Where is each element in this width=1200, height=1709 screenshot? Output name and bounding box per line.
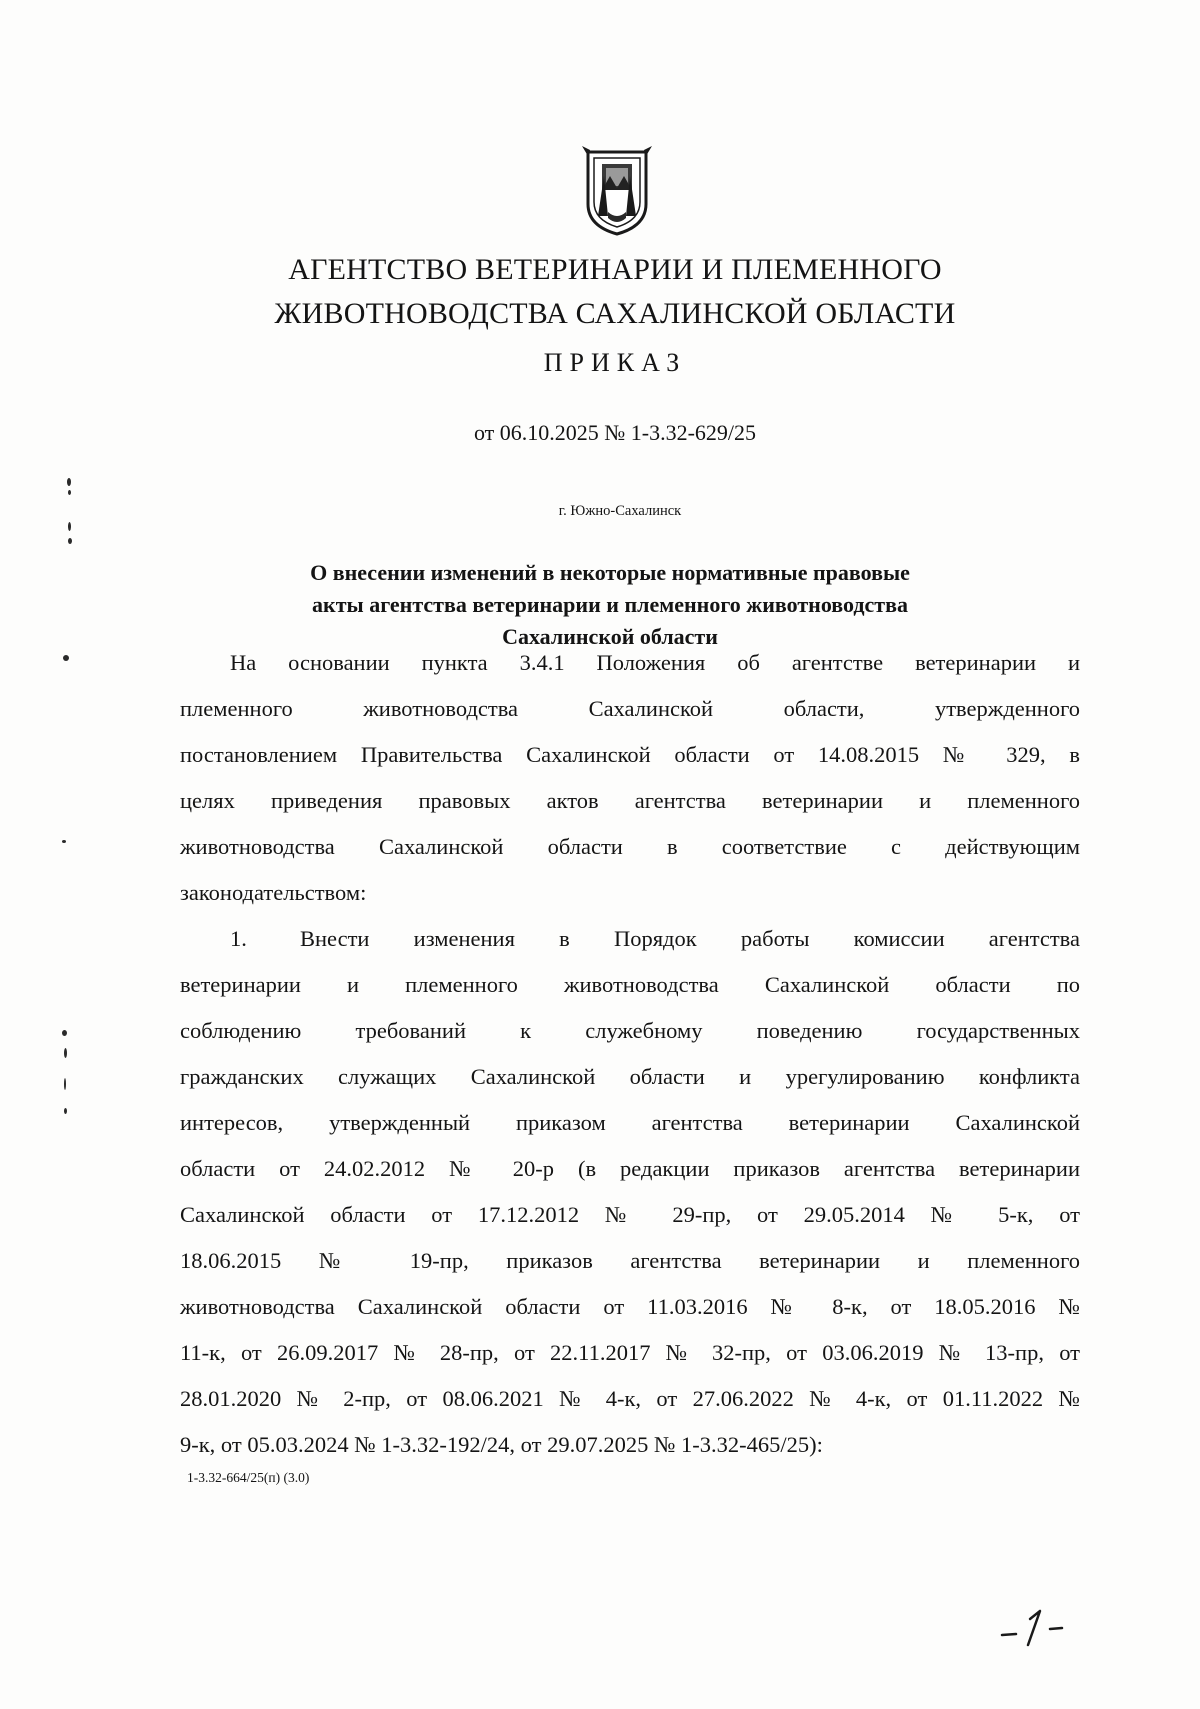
order-subject (200, 557, 1020, 653)
order-date-number: от 06.10.2025 № 1-3.32-629/25 (473, 420, 757, 445)
item-line: 18.06.2015 № 19-пр, приказов агентства ветеринарии и племенного (180, 1248, 1080, 1273)
issue-city: г. Южно-Сахалинск (558, 503, 682, 519)
item-line: гражданских служащих Сахалинской области и урегулированию конфликта (180, 1064, 1080, 1089)
preamble-line: целях приведения правовых актов агентства ветеринарии и племенного (180, 788, 1080, 813)
subject-line: О внесении изменений в некоторые нормативные правовые (310, 560, 910, 585)
item-line: области от 24.02.2012 № 20-р (в редакции приказов агентства ветеринарии (180, 1156, 1080, 1181)
scan-speck (68, 522, 71, 531)
item-line: 9-к, от 05.03.2024 № 1-3.32-192/24, от 29.07.2025 № 1-3.32-465/25): (180, 1432, 823, 1457)
subject-line: акты агентства ветеринарии и племенного животноводства (312, 592, 908, 617)
handwritten-page-number (1000, 1605, 1075, 1650)
scan-speck (62, 840, 66, 843)
scan-speck (64, 1078, 66, 1090)
item-number: 1. (230, 926, 247, 951)
agency-title-line: ЖИВОТНОВОДСТВА САХАЛИНСКОЙ ОБЛАСТИ (274, 297, 956, 330)
coat-of-arms-emblem (580, 146, 654, 236)
preamble-line: племенного животноводства Сахалинской области, утвержденного (180, 696, 1080, 721)
item-line: соблюдению требований к служебному поведению государственных (180, 1018, 1080, 1043)
preamble-line: животноводства Сахалинской области в соответствие с действующим (180, 834, 1080, 859)
order-heading: ПРИКАЗ (543, 348, 687, 377)
item-line: интересов, утвержденный приказом агентства ветеринарии Сахалинской (180, 1110, 1080, 1135)
scan-speck (62, 1030, 67, 1036)
item-line: животноводства Сахалинской области от 11.03.2016 № 8-к, от 18.05.2016 № (180, 1294, 1080, 1319)
scan-speck (64, 1108, 67, 1114)
item-line: ветеринарии и племенного животноводства Сахалинской области по (180, 972, 1080, 997)
preamble-line: законодательством: (180, 880, 367, 905)
scan-speck (67, 478, 71, 486)
document-code: 1-3.32-664/25(п) (3.0) (187, 1470, 310, 1485)
scan-speck (64, 1048, 67, 1058)
item-line: Внести изменения в Порядок работы комиссии агентства (300, 926, 1080, 951)
scan-speck (63, 655, 69, 661)
item-line: 11-к, от 26.09.2017 № 28-пр, от 22.11.2017 № 32-пр, от 03.06.2019 № 13-пр, от (180, 1340, 1080, 1365)
agency-title (200, 248, 1030, 336)
item-line: Сахалинской области от 17.12.2012 № 29-пр, от 29.05.2014 № 5-к, от (180, 1202, 1080, 1227)
scan-speck (68, 490, 71, 495)
scan-speck (68, 538, 72, 544)
agency-title-line: АГЕНТСТВО ВЕТЕРИНАРИИ И ПЛЕМЕННОГО (288, 253, 942, 286)
preamble-line: На основании пункта 3.4.1 Положения об агентстве ветеринарии и (230, 650, 1080, 675)
preamble-line: постановлением Правительства Сахалинской области от 14.08.2015 № 329, в (180, 742, 1080, 767)
item-line: 28.01.2020 № 2-пр, от 08.06.2021 № 4-к, от 27.06.2022 № 4-к, от 01.11.2022 № (180, 1386, 1080, 1411)
subject-line: Сахалинской области (502, 624, 718, 649)
